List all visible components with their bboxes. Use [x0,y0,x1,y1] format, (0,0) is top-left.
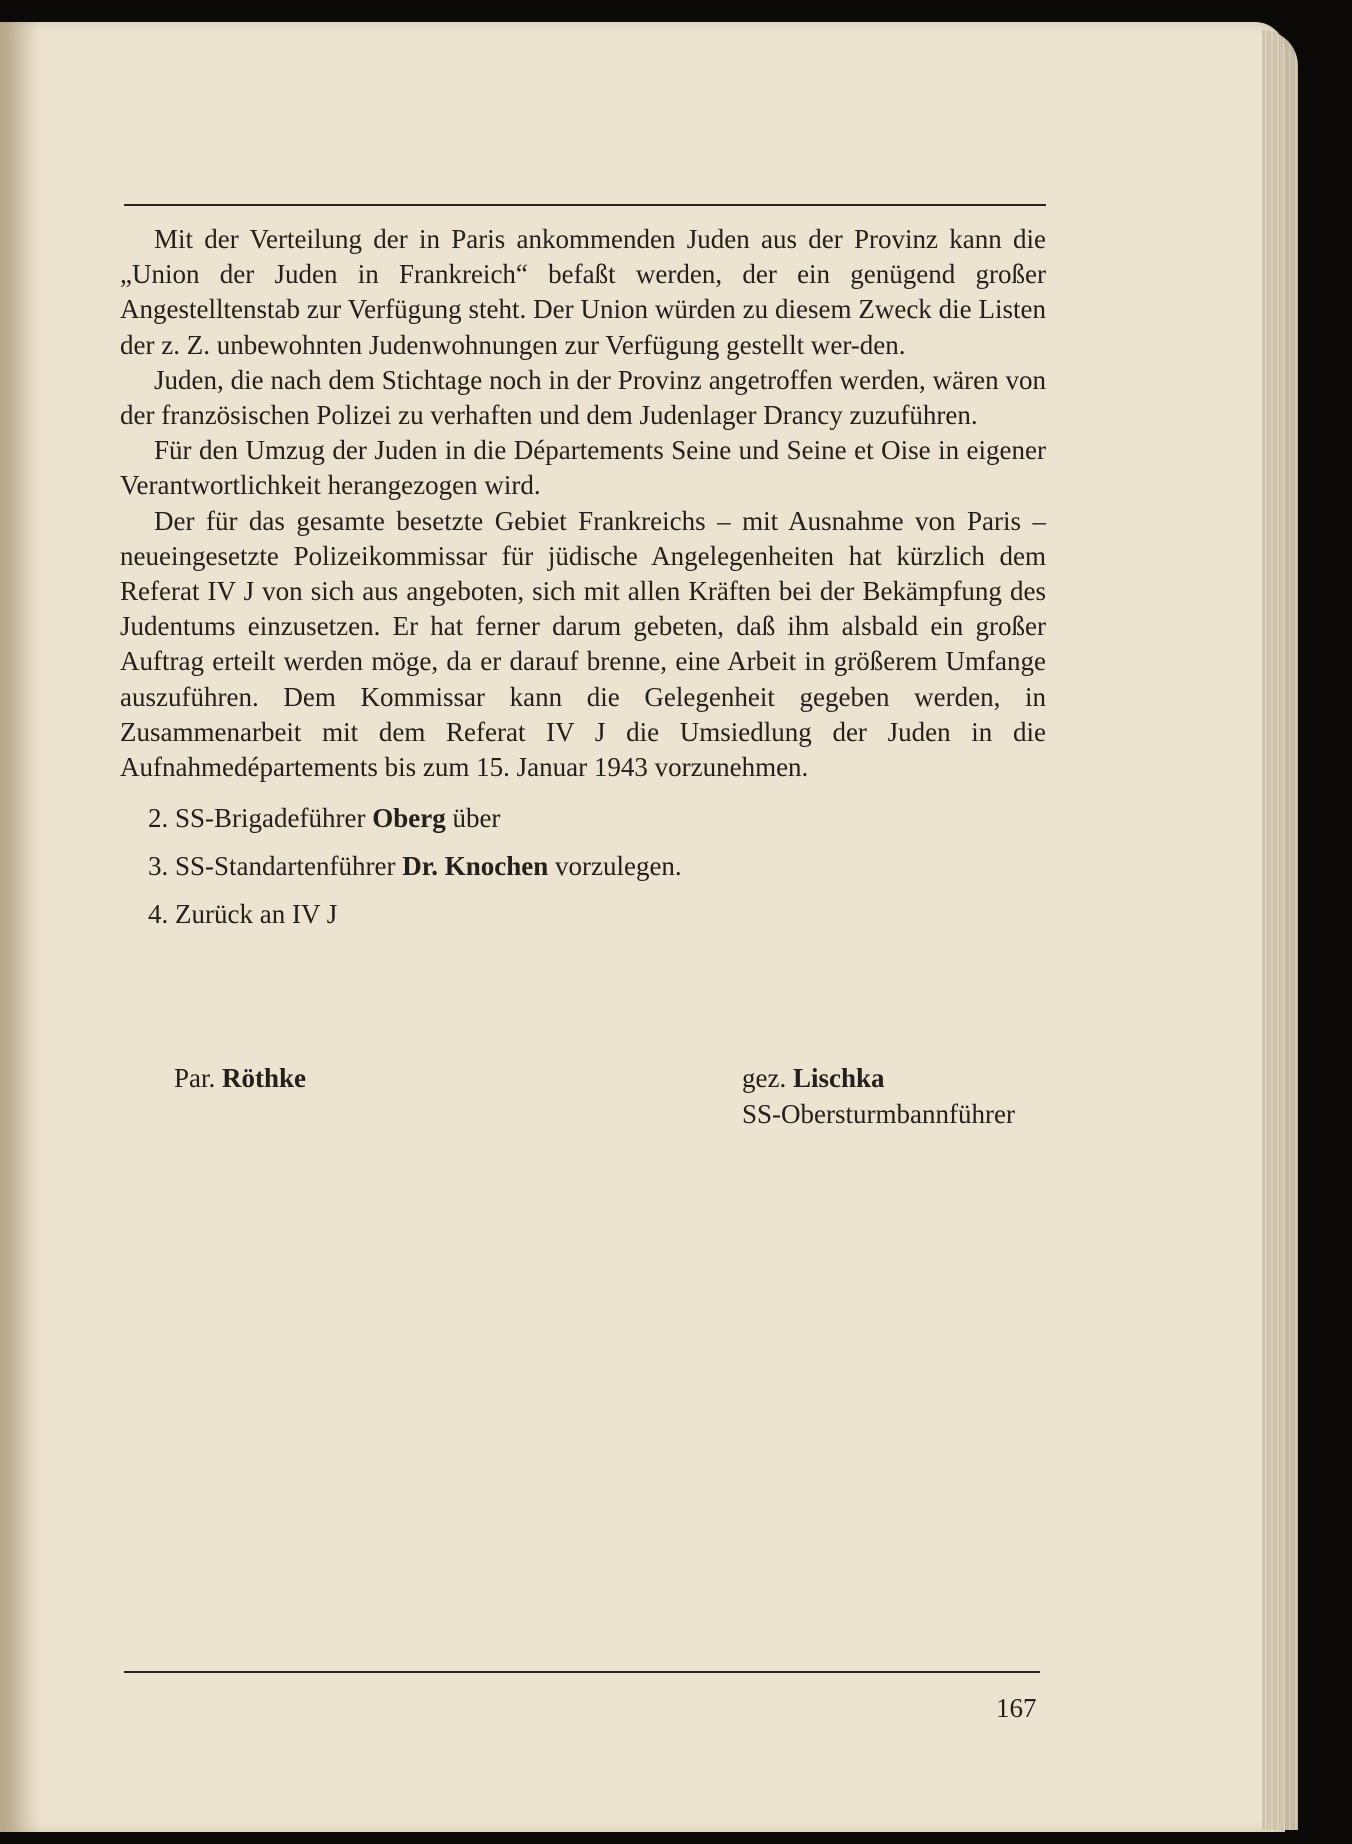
page-gutter-shadow [0,22,40,1832]
paragraph-4: Der für das gesamte besetzte Gebiet Frankreichs – mit Ausnahme von Paris – neueingesetzte Polizeikommissar für jüdische Angelegenheiten hat kürzlich dem Referat IV J von sich aus angeboten, sich mit allen Kräften bei der Bekämpfung des Judentums einzusetzen. Er hat ferner darum gebeten, daß ihm alsbald ein großer Auftrag erteilt werden möge, da er darauf brenne, eine Arbeit in größerem Umfange auszuführen. Dem Kommissar kann die Gelegenheit gegeben werden, in Zusammenarbeit mit dem Referat IV J die Umsiedlung der Juden in die Aufnahmedépartements bis zum 15. Januar 1943 vorzunehmen. [120,505,1046,783]
signature-left: Par. Röthke [174,1063,307,1093]
list-item: 3. SS-Standartenführer Dr. Knochen vorzulegen. [148,851,682,882]
bottom-rule [124,1671,1040,1673]
signature-rank: SS-Obersturmbannführer [742,1099,1015,1129]
signature-right: gez. Lischka SS-Obersturmbannführer [742,1060,1015,1132]
paragraph-1: Mit der Verteilung der in Paris ankommenden Juden aus der Provinz kann die „Union der Juden in Frankreich“ befaßt werden, der ein genügend großer Angestelltenstab zur Verfügung steht. Der Union würden zu diesem Zweck die Listen der z. Z. unbewohnten Judenwohnungen zur Verfügung gestellt wer-den. [120,224,1046,360]
top-rule [124,204,1046,206]
page-number: 167 [996,1693,1037,1723]
page-stack-edges [1262,30,1298,1830]
paragraph-2: Juden, die nach dem Stichtage noch in der Provinz angetroffen werden, wären von der französischen Polizei zu verhaften und dem Judenlager Drancy zuzuführen. [120,364,1046,431]
list-item: 4. Zurück an IV J [148,899,338,930]
paragraph-3: Für den Umzug der Juden in die Départements Seine und Seine et Oise in eigener Verantwortlichkeit herangezogen wird. [120,435,1046,501]
document-body [120,222,1046,945]
distribution-list [120,801,1046,932]
list-item: 2. SS-Brigadeführer Oberg über [148,803,501,834]
